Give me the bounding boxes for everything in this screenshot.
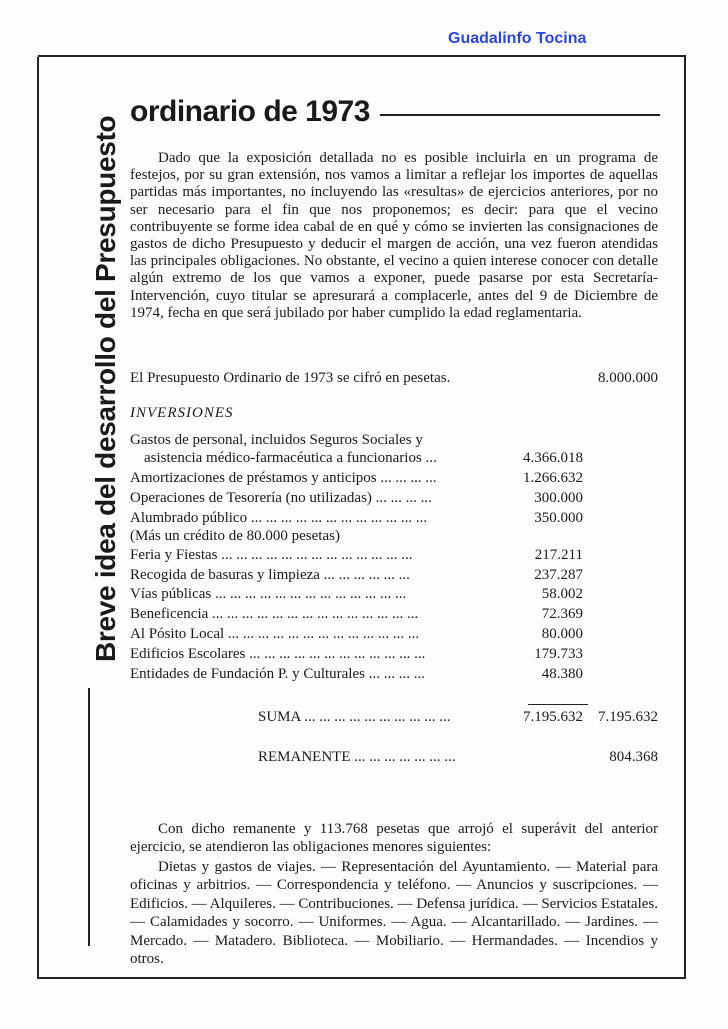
item-amount: 237.287 [534, 567, 583, 583]
section-title: INVERSIONES [130, 405, 234, 421]
item-row [130, 527, 658, 546]
item-label: (Más un crédito de 80.000 pesetas) [130, 528, 340, 544]
item-label: Operaciones de Tesorería (no utilizadas) ... ... ... ... [130, 490, 432, 506]
heading-rule [380, 114, 660, 116]
item-label: Alumbrado público ... ... ... ... ... ... ... ... ... ... ... ... [130, 510, 428, 526]
item-row [130, 431, 658, 450]
item-row [130, 645, 658, 664]
suma-total: 7.195.632 [598, 709, 658, 725]
item-label: Amortizaciones de préstamos y anticipos ... ... ... ... [130, 470, 437, 486]
item-row [130, 449, 658, 468]
page-title: ordinario de 1973 [130, 95, 370, 128]
item-label: Feria y Fiestas ... ... ... ... ... ... ... ... ... ... ... ... ... [130, 547, 413, 563]
budget-row [130, 369, 658, 388]
item-label: Recogida de basuras y limpieza ... ... ... ... ... ... [130, 567, 410, 583]
item-amount: 80.000 [541, 626, 583, 642]
item-amount: 1.266.632 [523, 470, 583, 486]
heading-row [130, 92, 660, 132]
watermark: Guadalinfo Tocina [448, 30, 587, 47]
item-amount: 217.211 [534, 547, 583, 563]
item-row [130, 585, 658, 604]
item-row [130, 509, 658, 528]
budget-amount: 8.000.000 [598, 370, 658, 386]
item-label: Vías públicas ... ... ... ... ... ... ... ... ... ... ... ... ... [130, 586, 407, 602]
side-title: Breve idea del desarrollo del Presupuesto [90, 116, 121, 663]
item-label: Gastos de personal, incluidos Seguros Sociales y [130, 432, 423, 448]
item-label: asistencia médico-farmacéutica a funcionarios ... [144, 450, 437, 466]
frame-left-border [37, 57, 39, 979]
item-label: Edificios Escolares ... ... ... ... ... ... ... ... ... ... ... ... [130, 646, 426, 662]
remanente-amount: 804.368 [609, 749, 658, 765]
item-label: Al Pósito Local ... ... ... ... ... ... ... ... ... ... ... ... ... [130, 626, 420, 642]
item-row [130, 546, 658, 565]
remanente-row [130, 748, 658, 767]
item-label: Beneficencia ... ... ... ... ... ... ... ... ... ... ... ... ... ... [130, 606, 419, 622]
item-row [130, 625, 658, 644]
intro-paragraph: Dado que la exposición detallada no es posible incluirla en un programa de festejos, por su gran extensión, nos vamos a limitar a reflejar los importes de aquellas partidas más importantes, no incluyendo las «resultas» de ejercicios anteriores, por no ser necesario para el fin que nos proponemos; es decir: para que el vecino contribuyente se forme idea cabal de en qué y cómo se invierten las consignaciones de gastos de dicho Presupuesto y deducir el margen de acción, una vez fueron atendidas las principales obligaciones. No obstante, el vecino a quien interese conocer con detalle algún extremo de los que vamos a exponer, puede pasarse por esta Secretaría-Intervención, cuyo titular se apresurará a complacerle, antes del 9 de Diciembre de 1974, fecha en que será jubilado por haber cumplido la edad reglamentaria. [130, 150, 658, 321]
suma-label: SUMA ... ... ... ... ... ... ... ... ... ... [258, 709, 451, 725]
frame-bottom-border [38, 977, 686, 979]
side-rule [88, 688, 90, 946]
item-label: Entidades de Fundación P. y Culturales ... ... ... ... [130, 666, 425, 682]
item-amount: 48.380 [541, 666, 583, 682]
suma-amount: 7.195.632 [523, 709, 583, 725]
remanente-label: REMANENTE ... ... ... ... ... ... ... [258, 749, 456, 765]
remanente-paragraph: Con dicho remanente y 113.768 pesetas que arrojó el superávit del anterior ejercicio, se atendieron las obligaciones menores siguientes: [130, 821, 658, 855]
item-row [130, 605, 658, 624]
item-row [130, 566, 658, 585]
obligations-paragraph: Dietas y gastos de viajes. — Representación del Ayuntamiento. — Material para oficinas y arbitrios. — Correspondencia y teléfono. — Anuncios y suscripciones. — Edificios. — Alquileres. — Contribuciones. — Defensa jurídica. — Servicios Estatales. — Calamidades y socorro. — Uniformes. — Agua. — Alcantarillado. — Jardines. — Mercado. — Matadero. Biblioteca. — Mobiliario. — Hermandades. — Incendios y otros. [130, 859, 658, 968]
item-amount: 350.000 [534, 510, 583, 526]
suma-row [130, 708, 658, 727]
sum-rule [528, 704, 588, 705]
item-amount: 58.002 [541, 586, 583, 602]
item-row [130, 665, 658, 684]
item-row [130, 469, 658, 488]
item-amount: 4.366.018 [523, 450, 583, 466]
item-amount: 300.000 [534, 490, 583, 506]
item-amount: 72.369 [541, 606, 583, 622]
frame-top-border [38, 55, 686, 57]
item-row [130, 489, 658, 508]
frame-right-border [684, 57, 686, 979]
budget-label: El Presupuesto Ordinario de 1973 se cifró en pesetas. [130, 370, 451, 386]
item-amount: 179.733 [534, 646, 583, 662]
